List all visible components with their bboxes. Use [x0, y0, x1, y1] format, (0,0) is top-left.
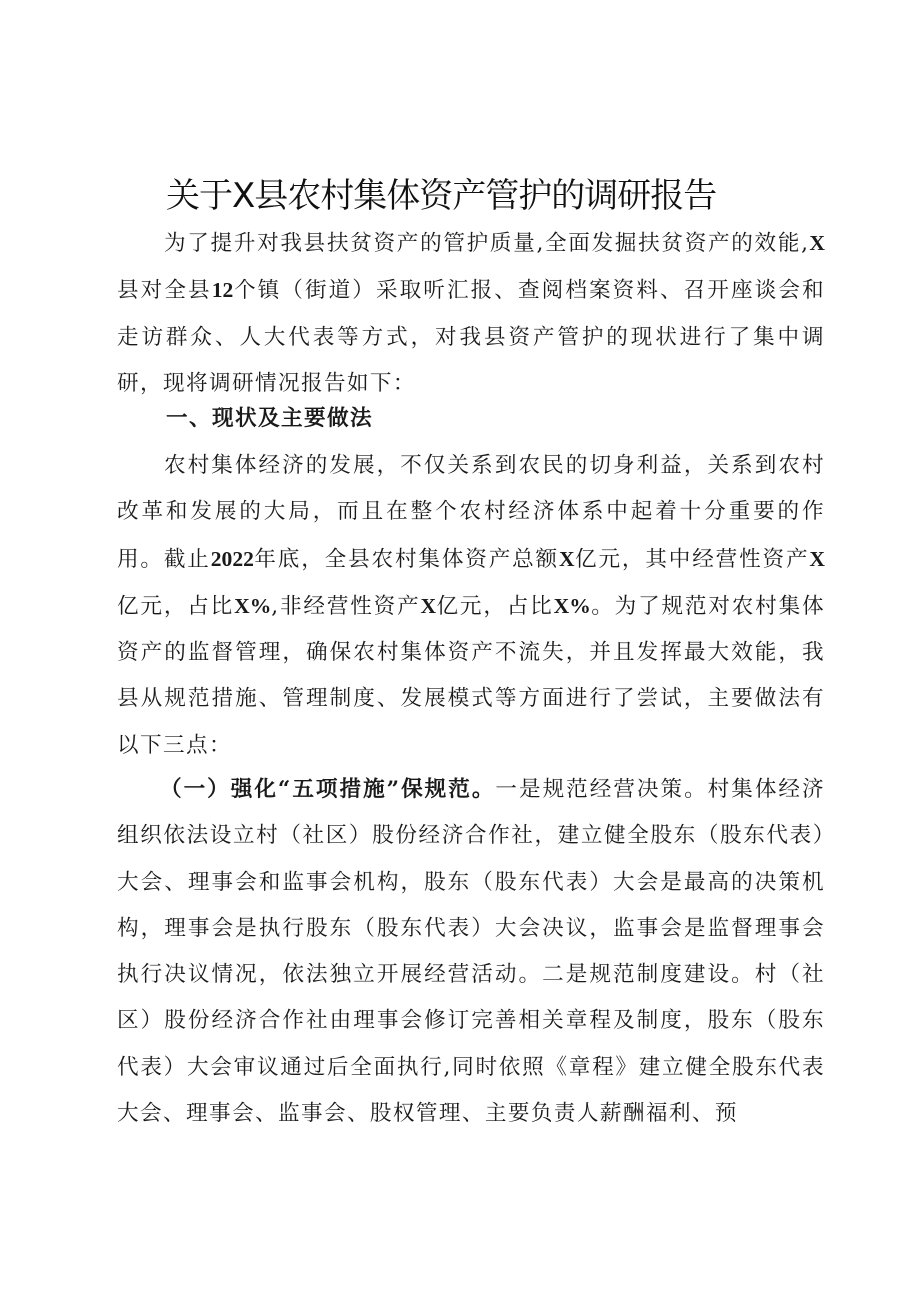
status-operating-assets: X: [809, 546, 825, 571]
status-text-2: 年底，全县农村集体资产总额: [253, 546, 559, 572]
status-text-7: 。为了规范对农村集体资产的监督管理，确保农村集体资产不流失，并且发挥最大效能，我县从规范措施、管理制度、发展模式等方面进行了尝试，主要做法有以下三点：: [117, 593, 825, 758]
intro-text-2: 县对全县: [117, 278, 212, 304]
intro-text-1: 为了提升对我县扶贫资产的管护质量,全面发掘扶贫资产的效能,: [164, 231, 810, 256]
status-text-5: ,非经营性资产: [271, 593, 421, 619]
section-heading-1: 一、现状及主要做法: [166, 406, 373, 431]
intro-text-3: 个镇（街道）采取听汇报、查阅档案资料、召开座谈会和走访群众、人大代表等方式，对我县资产管护的现状进行了集中调研，现将调研情况报告如下：: [117, 278, 825, 396]
status-text-1: 农村集体经济的发展，不仅关系到农民的切身利益，关系到农村改革和发展的大局，而且在整个农村经济体系中起着十分重要的作用。截止: [117, 453, 825, 572]
status-text-6: 亿元，占比: [436, 593, 554, 619]
status-total-assets: X: [559, 546, 575, 571]
status-nonoperating-pct: X%: [553, 593, 591, 618]
status-text-3: 亿元，其中经营性资产: [574, 546, 810, 572]
measures-paragraph: [117, 767, 825, 1137]
status-text-4: 亿元，占比: [117, 593, 235, 619]
measures-lead: （一）强化“五项措施”保规范。: [160, 777, 496, 802]
intro-paragraph: [117, 220, 825, 407]
status-paragraph: [117, 443, 825, 769]
status-operating-pct: X%: [234, 593, 272, 618]
status-nonoperating-assets: X: [420, 593, 437, 618]
document-title: 关于X县农村集体资产管护的调研报告: [166, 176, 717, 216]
intro-town-count: 12: [211, 278, 234, 303]
intro-county-x: X: [809, 231, 825, 255]
status-year: 2022: [210, 546, 254, 571]
measures-text: 一是规范经营决策。村集体经济组织依法设立村（社区）股份经济合作社，建立健全股东（股东代表）大会、理事会和监事会机构，股东（股东代表）大会是最高的决策机构，理事会是执行股东（股东代表）大会决议，监事会是监督理事会执行决议情况，依法独立开展经营活动。二是规范制度建设。村（社区）股份经济合作社由理事会修订完善相关章程及制度，股东（股东代表）大会审议通过后全面执行,同时依照《章程》建立健全股东代表大会、理事会、监事会、股权管理、主要负责人薪酬福利、预: [117, 777, 826, 1127]
